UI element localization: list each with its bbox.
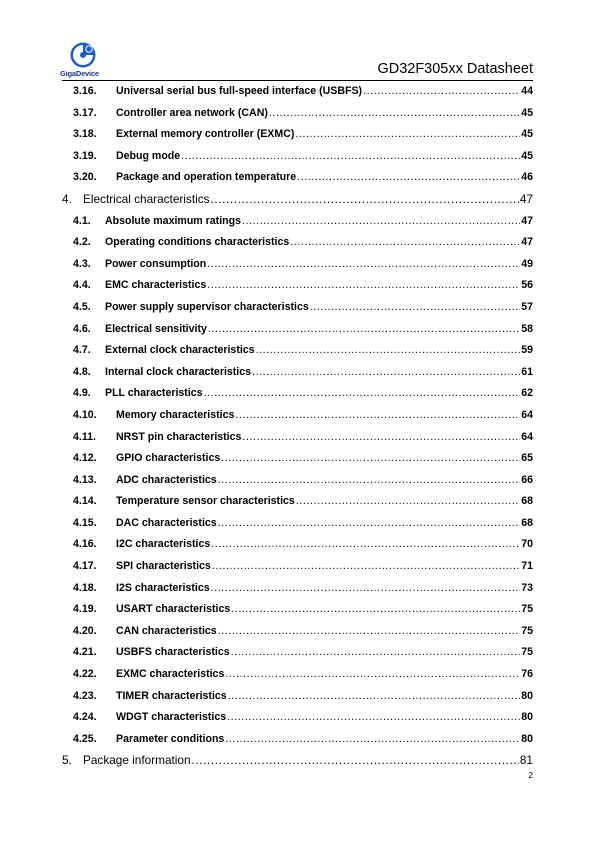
toc-entry-page: 68: [521, 495, 533, 508]
toc-entry-title: Absolute maximum ratings: [105, 214, 241, 227]
toc-entry-line: [116, 664, 533, 686]
toc-entry-title: DAC characteristics: [116, 516, 217, 529]
toc-leader-dots: [191, 750, 519, 772]
toc-entry-number: 4.21.: [73, 646, 97, 659]
toc-entry-number: 4.25.: [73, 732, 97, 745]
toc-entry-line: [116, 405, 533, 427]
toc-entry-title: Parameter conditions: [116, 732, 225, 745]
toc-entry-title: USART characteristics: [116, 603, 231, 616]
toc-leader-dots: [217, 513, 521, 535]
toc-entry-page: 46: [521, 171, 533, 184]
toc-leader-dots: [210, 189, 519, 211]
toc-entry-page: 68: [521, 516, 533, 529]
toc-entry-number: 4.5.: [73, 300, 91, 313]
toc-entry-title: Package and operation temperature: [116, 171, 297, 184]
toc-entry-page: 47: [521, 236, 533, 249]
toc-entry-page: 70: [521, 538, 533, 551]
toc-entry-title: USBFS characteristics: [116, 646, 230, 659]
toc-leader-dots: [234, 405, 520, 427]
toc-entry-number: 4.23.: [73, 689, 97, 702]
toc-leader-dots: [227, 686, 521, 708]
toc-entry-title: PLL characteristics: [105, 387, 203, 400]
toc-entry-line: [116, 621, 533, 643]
toc-entry-line: [105, 362, 533, 384]
toc-entry-line: [116, 167, 533, 189]
toc-entry-number: 4.3.: [73, 257, 91, 270]
toc-entry-page: 65: [521, 452, 533, 465]
toc-entry-title: GPIO characteristics: [116, 452, 221, 465]
toc-leader-dots: [230, 642, 521, 664]
toc-leader-dots: [241, 211, 520, 233]
toc-entry[interactable]: [62, 103, 533, 125]
toc-entry-line: [116, 124, 533, 146]
toc-entry-line: [105, 297, 533, 319]
toc-leader-dots: [226, 707, 520, 729]
toc-entry-page: 80: [521, 689, 533, 702]
toc-entry[interactable]: [62, 297, 533, 319]
toc-entry-line: [105, 211, 533, 233]
toc-entry[interactable]: [62, 167, 533, 189]
toc-leader-dots: [295, 491, 520, 513]
toc-entry-number: 3.16.: [73, 85, 97, 97]
toc-entry-title: EXMC characteristics: [116, 668, 225, 681]
toc-entry[interactable]: [62, 362, 533, 384]
toc-entry-title: Package information: [83, 753, 191, 768]
toc-entry-title: CAN characteristics: [116, 624, 217, 637]
toc-entry-title: TIMER characteristics: [116, 689, 227, 702]
toc-leader-dots: [289, 232, 520, 254]
toc-leader-dots: [207, 319, 520, 341]
toc-entry[interactable]: [62, 534, 533, 556]
toc-leader-dots: [241, 427, 520, 449]
toc-entry-line: [116, 686, 533, 708]
toc-entry-title: NRST pin characteristics: [116, 430, 242, 443]
toc-entry[interactable]: [62, 146, 533, 168]
gigadevice-logo-icon: [70, 42, 96, 68]
toc-entry-line: [116, 427, 533, 449]
toc-entry-line: [105, 254, 533, 276]
toc-leader-dots: [230, 599, 520, 621]
toc-entry-page: 49: [521, 257, 533, 270]
toc-leader-dots: [203, 383, 521, 405]
toc-entry[interactable]: [62, 599, 533, 621]
toc-entry-title: Electrical sensitivity: [105, 322, 207, 335]
toc-entry-number: 4.4.: [73, 279, 91, 292]
toc-entry-number: 4.14.: [73, 495, 97, 508]
toc-entry-number: 4.17.: [73, 560, 97, 573]
toc-entry-title: Debug mode: [116, 149, 181, 162]
toc-entry-line: [83, 189, 533, 211]
toc-entry[interactable]: [62, 470, 533, 492]
toc-entry[interactable]: [62, 275, 533, 297]
table-of-contents: [62, 81, 533, 772]
toc-entry-page: 76: [521, 668, 533, 681]
toc-entry-number: 4.12.: [73, 452, 97, 465]
toc-entry[interactable]: [62, 729, 533, 751]
toc-entry-title: I2S characteristics: [116, 581, 210, 594]
toc-entry[interactable]: [62, 513, 533, 535]
toc-leader-dots: [206, 254, 520, 276]
toc-entry[interactable]: [62, 448, 533, 470]
toc-entry-number: 4.11.: [73, 430, 96, 443]
toc-entry[interactable]: [62, 556, 533, 578]
toc-entry-number: 4.18.: [73, 581, 97, 594]
toc-entry-number: 3.17.: [73, 106, 97, 119]
toc-entry-number: 5.: [62, 753, 72, 768]
toc-entry-title: External clock characteristics: [105, 344, 255, 357]
toc-entry-number: 4.20.: [73, 624, 97, 637]
toc-entry-number: 3.18.: [73, 128, 97, 141]
toc-entry-line: [83, 750, 533, 772]
toc-entry-page: 47: [521, 214, 533, 227]
toc-entry-line: [116, 729, 533, 751]
toc-leader-dots: [268, 103, 520, 125]
toc-entry-page: 61: [521, 365, 533, 378]
toc-entry-page: 73: [521, 581, 533, 594]
toc-entry-number: 4.8.: [73, 365, 91, 378]
toc-leader-dots: [180, 146, 520, 168]
toc-entry-title: Memory characteristics: [116, 408, 235, 421]
toc-entry[interactable]: [62, 750, 533, 772]
toc-entry[interactable]: [62, 254, 533, 276]
document-title: GD32F305xx Datasheet: [377, 61, 533, 77]
toc-entry-title: ADC characteristics: [116, 473, 217, 486]
toc-leader-dots: [217, 621, 521, 643]
toc-entry-page: 58: [521, 322, 533, 335]
toc-entry-number: 4.24.: [73, 711, 97, 724]
toc-entry-number: 4.13.: [73, 473, 97, 486]
toc-entry[interactable]: [62, 340, 533, 362]
toc-leader-dots: [206, 275, 520, 297]
toc-entry-title: External memory controller (EXMC): [116, 128, 295, 141]
toc-leader-dots: [224, 664, 520, 686]
toc-leader-dots: [251, 362, 520, 384]
toc-entry-line: [116, 707, 533, 729]
toc-entry-page: 75: [521, 603, 533, 616]
toc-entry-title: Power consumption: [105, 257, 207, 270]
toc-entry-title: Temperature sensor characteristics: [116, 495, 295, 508]
toc-entry-page: 66: [521, 473, 533, 486]
toc-entry-number: 4.15.: [73, 516, 97, 529]
toc-entry-number: 4.16.: [73, 538, 97, 551]
toc-entry-page: 47: [519, 191, 533, 206]
toc-entry-page: 45: [521, 128, 533, 141]
toc-entry-line: [116, 642, 533, 664]
toc-entry-page: 80: [521, 732, 533, 745]
toc-entry-line: [116, 534, 533, 556]
toc-leader-dots: [224, 729, 520, 751]
toc-entry-line: [116, 81, 533, 103]
toc-entry[interactable]: [62, 319, 533, 341]
toc-entry-line: [116, 556, 533, 578]
gigadevice-logo: [60, 42, 106, 82]
toc-entry-page: 62: [521, 387, 533, 400]
toc-entry[interactable]: [62, 211, 533, 233]
toc-entry-title: Power supply supervisor characteristics: [105, 300, 309, 313]
toc-entry-number: 4.9.: [73, 387, 91, 400]
toc-leader-dots: [210, 534, 520, 556]
toc-entry[interactable]: [62, 686, 533, 708]
toc-entry-line: [116, 578, 533, 600]
toc-entry[interactable]: [62, 405, 533, 427]
toc-entry[interactable]: [62, 81, 533, 103]
toc-entry-line: [116, 491, 533, 513]
toc-entry-number: 4.2.: [73, 236, 91, 249]
toc-leader-dots: [220, 448, 520, 470]
toc-entry-page: 75: [521, 646, 533, 659]
toc-entry-line: [105, 383, 533, 405]
page-number: 2: [528, 771, 533, 780]
toc-entry-page: 45: [521, 149, 533, 162]
toc-entry-line: [116, 448, 533, 470]
toc-leader-dots: [255, 340, 521, 362]
toc-entry[interactable]: [62, 707, 533, 729]
toc-entry-line: [116, 146, 533, 168]
toc-entry[interactable]: [62, 578, 533, 600]
toc-entry-page: 57: [521, 300, 533, 313]
toc-entry-number: 4.22.: [73, 668, 97, 681]
toc-entry[interactable]: [62, 383, 533, 405]
toc-entry-page: 45: [521, 106, 533, 119]
toc-leader-dots: [210, 578, 521, 600]
toc-entry-number: 4.19.: [73, 603, 97, 616]
toc-entry-page: 59: [521, 344, 533, 357]
toc-entry-page: 44: [521, 85, 533, 97]
toc-entry[interactable]: [62, 491, 533, 513]
toc-leader-dots: [217, 470, 521, 492]
toc-entry-line: [116, 599, 533, 621]
toc-leader-dots: [362, 81, 520, 103]
toc-entry-number: 4.7.: [73, 344, 91, 357]
toc-entry-number: 4.10.: [73, 408, 97, 421]
toc-entry[interactable]: [62, 124, 533, 146]
toc-entry-title: SPI characteristics: [116, 560, 211, 573]
toc-entry-line: [105, 275, 533, 297]
toc-entry-number: 3.19.: [73, 149, 97, 162]
toc-entry[interactable]: [62, 427, 533, 449]
toc-leader-dots: [296, 167, 520, 189]
logo-wordmark: GigaDevice: [60, 69, 99, 78]
toc-entry-title: I2C characteristics: [116, 538, 211, 551]
toc-entry-page: 64: [521, 430, 533, 443]
toc-entry[interactable]: [62, 232, 533, 254]
toc-entry-line: [116, 103, 533, 125]
toc-entry-page: 81: [519, 753, 533, 768]
toc-entry-line: [105, 319, 533, 341]
toc-entry-line: [116, 513, 533, 535]
toc-entry[interactable]: [62, 642, 533, 664]
toc-entry-page: 56: [521, 279, 533, 292]
toc-entry-title: Internal clock characteristics: [105, 365, 252, 378]
toc-entry[interactable]: [62, 621, 533, 643]
toc-entry-line: [116, 470, 533, 492]
toc-entry-number: 4.: [62, 191, 72, 206]
toc-entry-title: EMC characteristics: [105, 279, 207, 292]
toc-entry[interactable]: [62, 664, 533, 686]
toc-entry-page: 80: [521, 711, 533, 724]
toc-entry[interactable]: [62, 189, 533, 211]
toc-leader-dots: [211, 556, 520, 578]
toc-leader-dots: [294, 124, 520, 146]
toc-entry-title: WDGT characteristics: [116, 711, 227, 724]
toc-entry-page: 64: [521, 408, 533, 421]
toc-entry-number: 3.20.: [73, 171, 97, 184]
toc-entry-number: 4.1.: [73, 214, 91, 227]
toc-entry-title: Controller area network (CAN): [116, 106, 268, 119]
toc-entry-line: [105, 340, 533, 362]
toc-entry-title: Universal serial bus full-speed interface (USBFS): [116, 85, 363, 97]
toc-entry-page: 75: [521, 624, 533, 637]
toc-entry-line: [105, 232, 533, 254]
toc-entry-page: 71: [521, 560, 533, 573]
toc-entry-number: 4.6.: [73, 322, 91, 335]
toc-entry-title: Operating conditions characteristics: [105, 236, 290, 249]
toc-entry-title: Electrical characteristics: [83, 191, 210, 206]
toc-leader-dots: [309, 297, 520, 319]
